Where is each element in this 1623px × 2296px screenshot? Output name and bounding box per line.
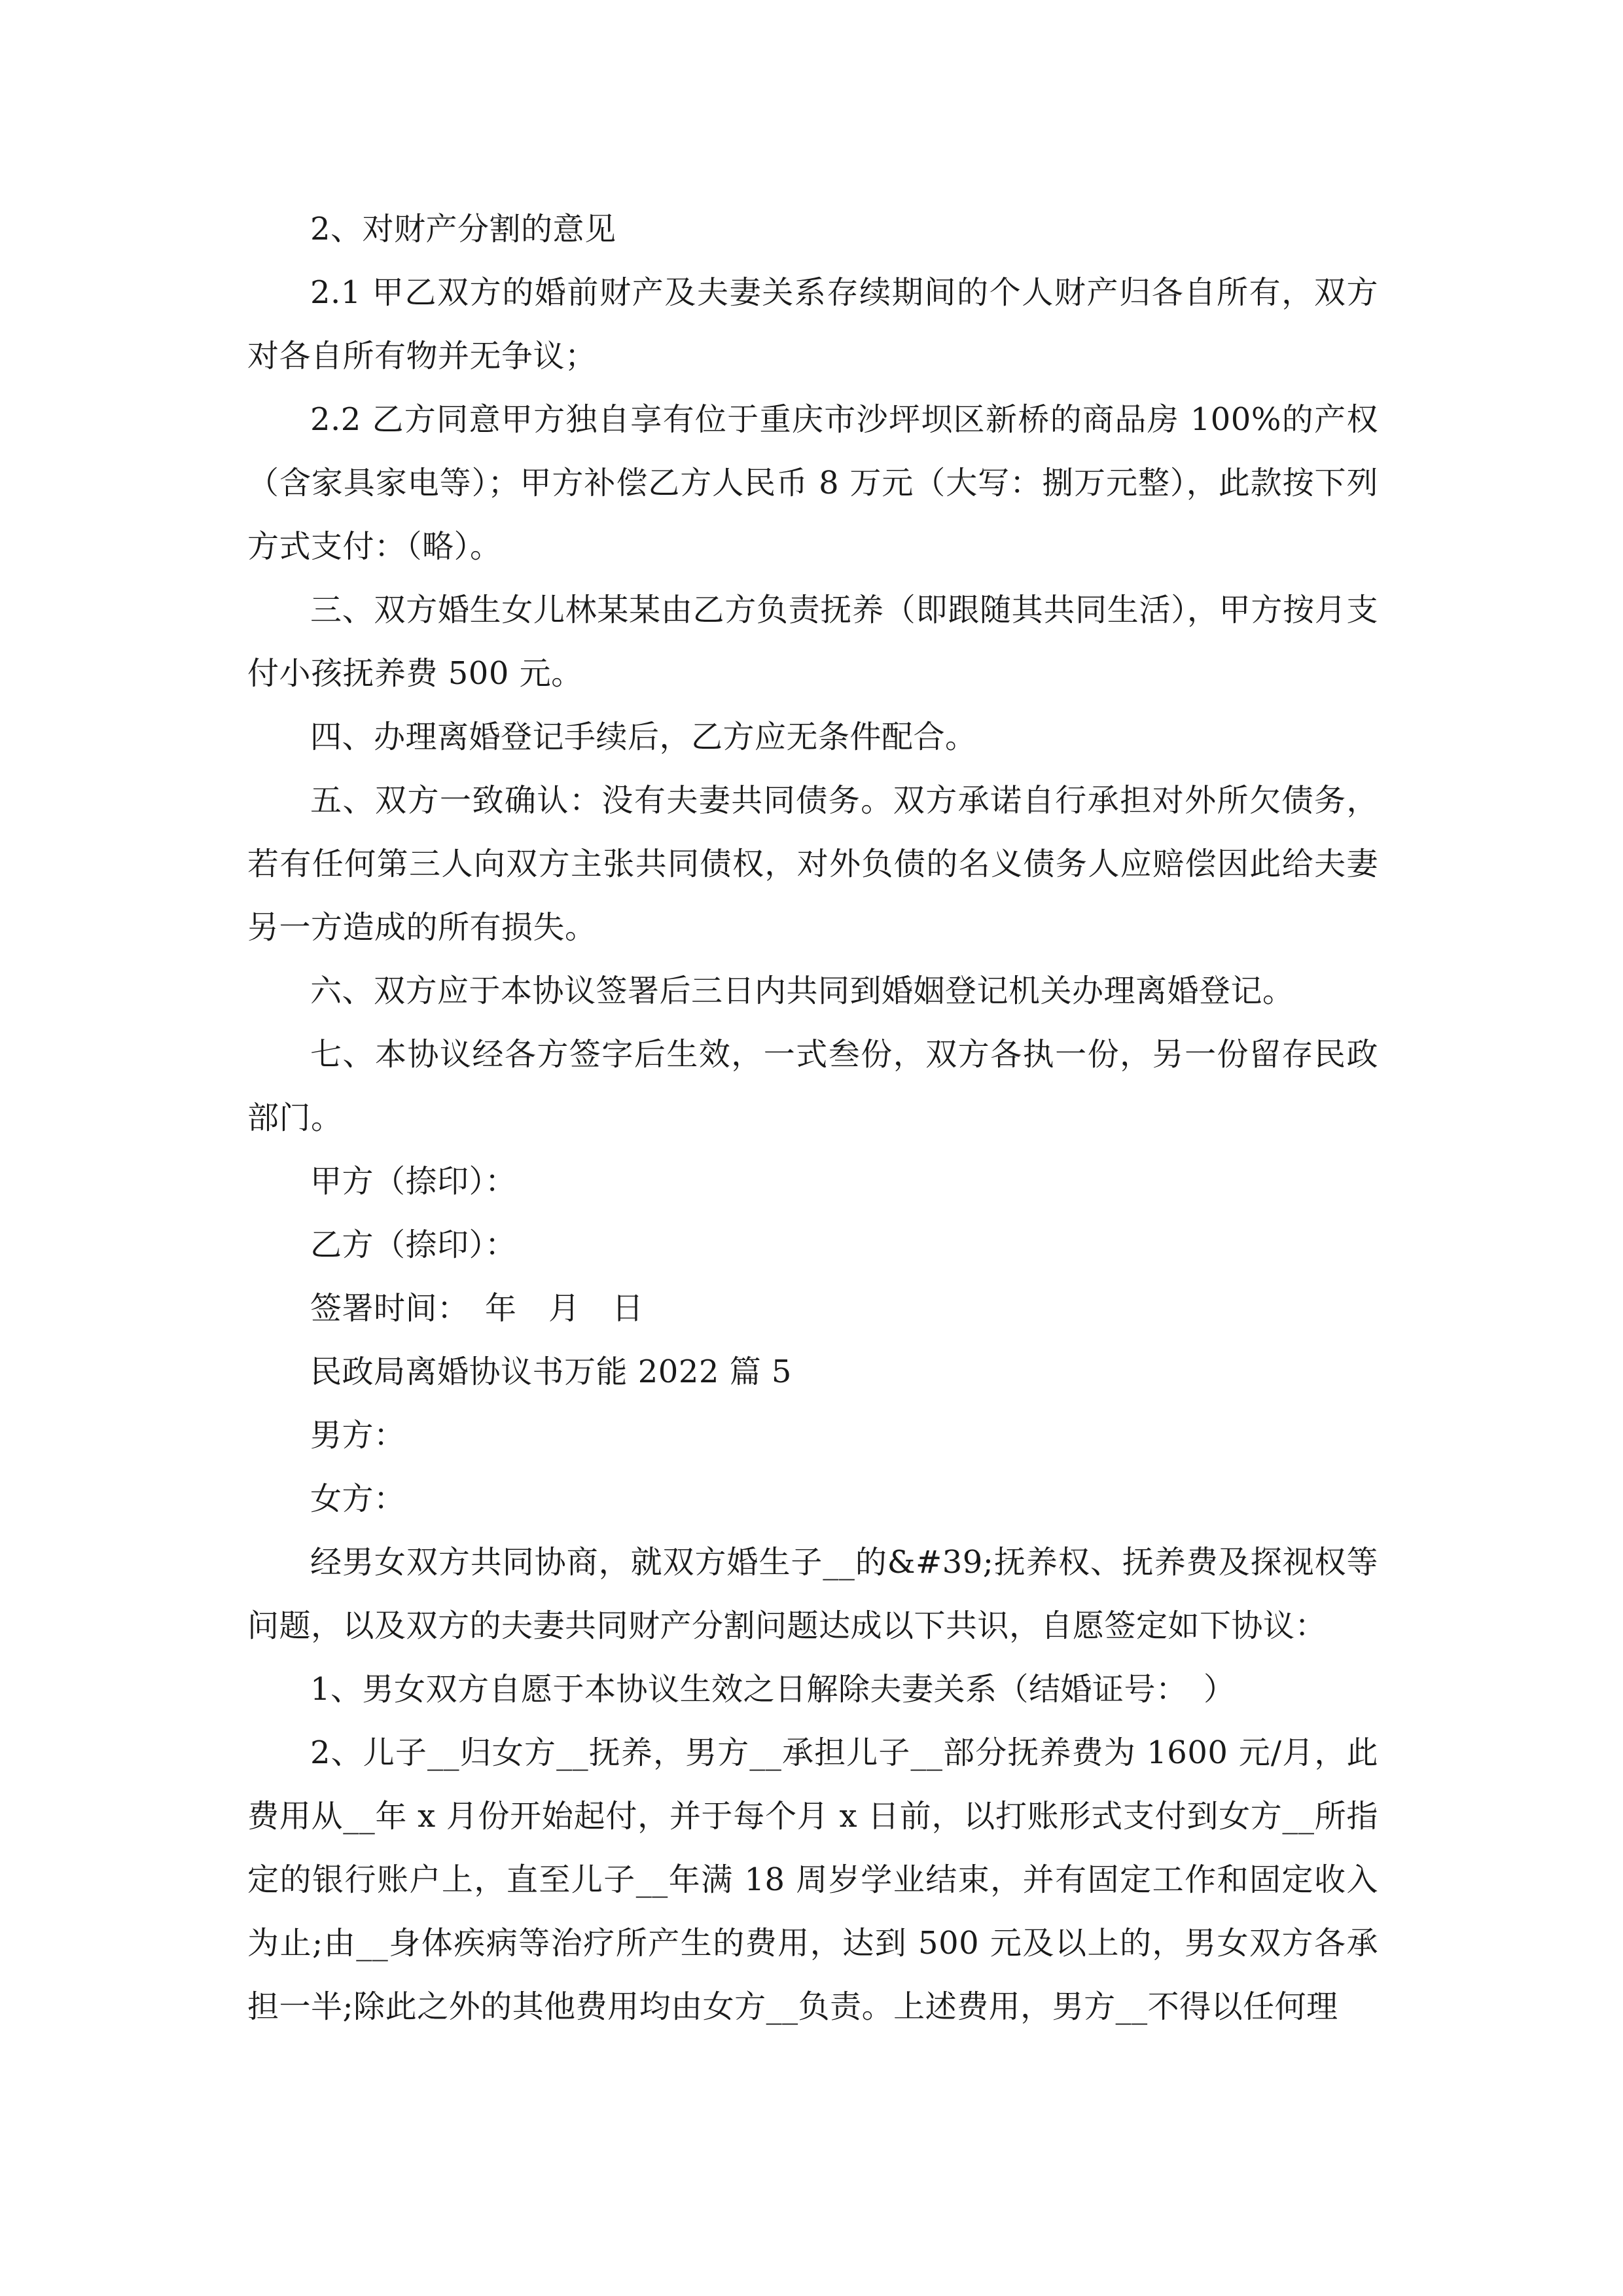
female-party-label: 女方： xyxy=(310,1480,406,1517)
document-body xyxy=(247,198,1378,2039)
section-title-5: 民政局离婚协议书万能 2022 篇 5 xyxy=(310,1354,792,1390)
clause-3-custody: 三、双方婚生女儿林某某由乙方负责抚养（即跟随其共同生活），甲方按月支付小孩抚养费 500 元。 xyxy=(247,592,1378,692)
clause-1-dissolution: 1、男女双方自愿于本协议生效之日解除夫妻关系（结婚证号： ） xyxy=(310,1671,1236,1708)
male-party-label: 男方： xyxy=(310,1417,406,1454)
signing-date: 签署时间： 年 月 日 xyxy=(310,1290,644,1327)
party-b-signature: 乙方（捺印）： xyxy=(310,1227,517,1263)
clause-5-debts: 五、双方一致确认：没有夫妻共同债务。双方承诺自行承担对外所欠债务，若有任何第三人向双方主张共同债权，对外负债的名义债务人应赔偿因此给夫妻另一方造成的所有损失。 xyxy=(247,782,1378,946)
clause-2-1: 2.1 甲乙双方的婚前财产及夫妻关系存续期间的个人财产归各自所有，双方对各自所有物并无争议； xyxy=(247,274,1378,374)
clause-2-child-support: 2、儿子__归女方__抚养，男方__承担儿子__部分抚养费为 1600 元/月，此费用从__年 x 月份开始起付，并于每个月 x 日前，以打账形式支付到女方__所指定的银行账户上，直至儿子__年满 18 周岁学业结束，并有固定工作和固定收入为止;由__身体疾病等治疗所产生的费用，达到 500 元及以上的，男女双方各承担一半;除此之外的其他费用均由女方__负责。上述费用，男方__不得以任何理 xyxy=(247,1734,1378,2025)
clause-2-2: 2.2 乙方同意甲方独自享有位于重庆市沙坪坝区新桥的商品房 100%的产权（含家具家电等）；甲方补偿乙方人民币 8 万元（大写：捌万元整），此款按下列方式支付：（略）。 xyxy=(247,401,1378,565)
clause-4-registration: 四、办理离婚登记手续后，乙方应无条件配合。 xyxy=(310,719,977,755)
clause-7-effect: 七、本协议经各方签字后生效，一式叁份，双方各执一份，另一份留存民政部门。 xyxy=(247,1036,1378,1136)
party-a-signature: 甲方（捺印）： xyxy=(310,1163,517,1200)
preamble: 经男女双方共同协商，就双方婚生子__的&#39;抚养权、抚养费及探视权等问题，以及双方的夫妻共同财产分割问题达成以下共识，自愿签定如下协议： xyxy=(247,1544,1378,1644)
clause-6-divorce-registration: 六、双方应于本协议签署后三日内共同到婚姻登记机关办理离婚登记。 xyxy=(310,973,1294,1009)
section-heading-property: 2、对财产分割的意见 xyxy=(310,211,616,247)
